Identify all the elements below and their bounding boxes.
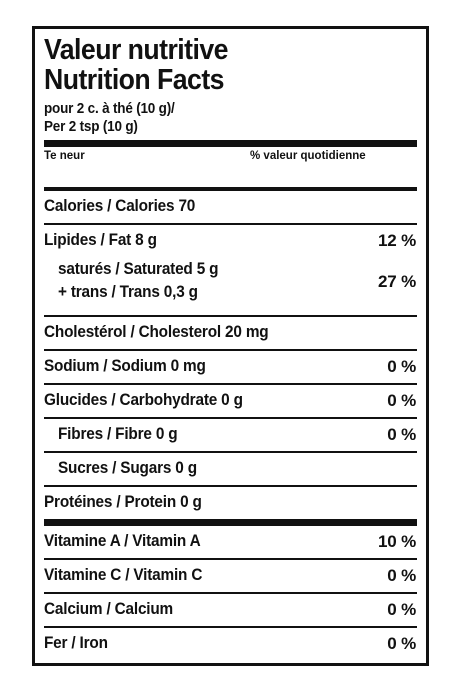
fibre-daily-value: 0 % (387, 425, 416, 444)
row-vitamin-c (44, 560, 417, 592)
row-iron (44, 628, 417, 660)
row-protein (44, 487, 417, 519)
cholesterol-label: Cholestérol / Cholesterol 20 mg (44, 323, 269, 341)
row-cholesterol (44, 317, 417, 349)
calories-label: Calories / Calories 70 (44, 197, 196, 215)
vitamin-a-daily-value: 10 % (378, 532, 416, 551)
nutrition-facts-label (32, 26, 429, 666)
row-fat (44, 225, 417, 257)
trans-label: + trans / Trans 0,3 g (58, 283, 198, 301)
iron-daily-value: 0 % (387, 634, 416, 653)
serving-size-english: Per 2 tsp (10 g) (44, 119, 138, 135)
row-calcium (44, 594, 417, 626)
thick-divider (44, 519, 417, 526)
calcium-label: Calcium / Calcium (44, 600, 174, 618)
row-sugars (44, 453, 417, 485)
daily-value-heading: % valeur quotidienne (250, 150, 366, 162)
sodium-label: Sodium / Sodium 0 mg (44, 357, 206, 375)
protein-label: Protéines / Protein 0 g (44, 493, 202, 511)
vitamin-a-label: Vitamine A / Vitamin A (44, 532, 201, 550)
fibre-label: Fibres / Fibre 0 g (58, 425, 178, 443)
title-french: Valeur nutritive (44, 34, 228, 66)
sodium-daily-value: 0 % (387, 357, 416, 376)
thick-divider (44, 140, 417, 147)
iron-label: Fer / Iron (44, 634, 108, 652)
sugars-label: Sucres / Sugars 0 g (58, 459, 197, 477)
carbohydrate-label: Glucides / Carbohydrate 0 g (44, 391, 243, 409)
carbohydrate-daily-value: 0 % (387, 391, 416, 410)
row-vitamin-a (44, 526, 417, 558)
row-saturated-trans (44, 257, 417, 315)
serving-size-french: pour 2 c. à thé (10 g)/ (44, 101, 175, 117)
saturated-trans-daily-value: 27 % (378, 272, 416, 291)
row-sodium (44, 351, 417, 383)
row-calories (44, 191, 417, 223)
title-english: Nutrition Facts (44, 64, 224, 96)
amount-heading: Te neur (44, 150, 85, 162)
vitamin-c-daily-value: 0 % (387, 566, 416, 585)
calcium-daily-value: 0 % (387, 600, 416, 619)
fat-daily-value: 12 % (378, 231, 416, 250)
saturated-label: saturés / Saturated 5 g (58, 260, 219, 278)
daily-value-header (44, 147, 417, 187)
fat-label: Lipides / Fat 8 g (44, 231, 157, 249)
row-fibre (44, 419, 417, 451)
row-carbohydrate (44, 385, 417, 417)
vitamin-c-label: Vitamine C / Vitamin C (44, 566, 203, 584)
